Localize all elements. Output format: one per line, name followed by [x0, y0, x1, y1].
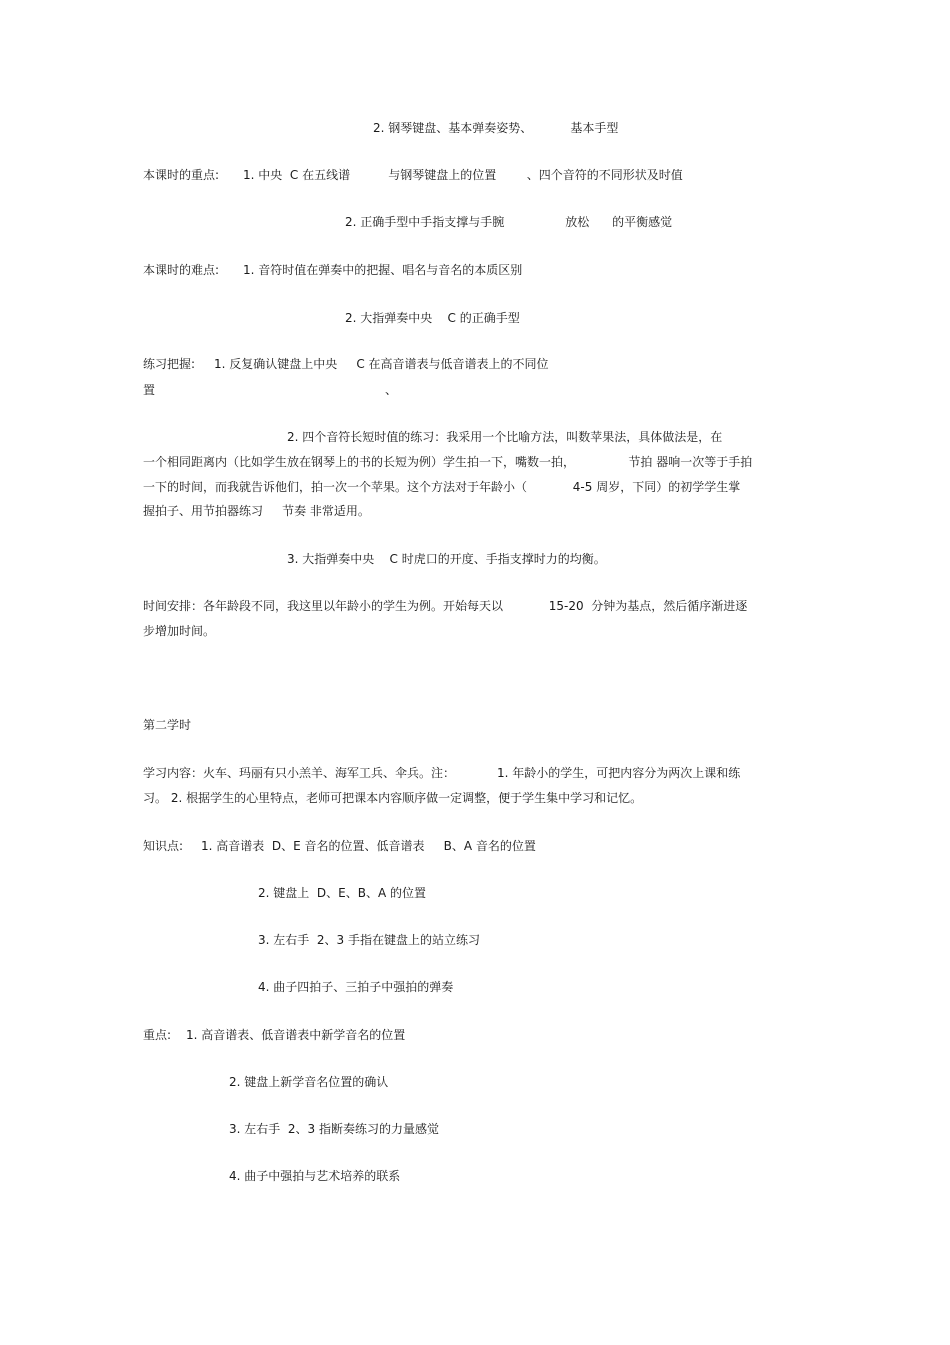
focus-item-4: 4. 曲子中强拍与艺术培养的联系	[229, 1169, 401, 1183]
practice-item-1-continued: 置	[143, 383, 156, 397]
practice-item-2-line-4: 握拍子、用节拍器练习 节奏 非常适用。	[143, 504, 370, 518]
study-content-line-2: 习。 2. 根据学生的心里特点，老师可把课本内容顺序做一定调整，便于学生集中学习和记忆。	[143, 791, 643, 805]
knowledge-item-3: 3. 左右手 2、3 手指在键盘上的站立练习	[258, 933, 480, 947]
focus-item-2: 2. 键盘上新学音名位置的确认	[229, 1075, 389, 1089]
study-content-line-1: 学习内容：火车、玛丽有只小羔羊、海军工兵、伞兵。注： 1. 年龄小的学生，可把内容分为两次上课和练	[143, 766, 741, 780]
focus-item-1: 1. 高音谱表、低音谱表中新学音名的位置	[186, 1028, 406, 1042]
practice-item-2-line-3: 一下的时间，而我就告诉他们，拍一次一个苹果。这个方法对于年龄小（ 4-5 周岁，下同）的初学学生掌	[143, 480, 741, 494]
time-arrangement-line-1: 时间安排：各年龄段不同，我这里以年龄小的学生为例。开始每天以 15-20 分钟为基点，然后循序渐进逐	[143, 599, 748, 613]
key-point-item-2: 2. 正确手型中手指支撑与手腕 放松 的平衡感觉	[345, 215, 673, 229]
knowledge-item-1: 1. 高音谱表 D、E 音名的位置、低音谱表 B、A 音名的位置	[201, 839, 536, 853]
knowledge-label: 知识点:	[143, 839, 184, 853]
difficulties-label: 本课时的难点:	[143, 263, 220, 277]
key-point-item-1: 1. 中央 C 在五线谱 与钢琴键盘上的位置 、四个音符的不同形状及时值	[243, 168, 683, 182]
difficulty-item-1: 1. 音符时值在弹奏中的把握、唱名与音名的本质区别	[243, 263, 523, 277]
practice-label: 练习把握:	[143, 357, 196, 371]
practice-item-2-line-2: 一个相同距离内（比如学生放在钢琴上的书的长短为例）学生拍一下，嘴数一拍， 节拍 器响一次等于手拍	[143, 455, 753, 469]
practice-item-2-line-1: 2. 四个音符长短时值的练习：我采用一个比喻方法，叫数苹果法，具体做法是，在	[287, 430, 723, 444]
focus-label: 重点:	[143, 1028, 172, 1042]
lesson-2-heading: 第二学时	[143, 718, 192, 732]
time-arrangement-line-2: 步增加时间。	[143, 624, 216, 638]
focus-item-3: 3. 左右手 2、3 指断奏练习的力量感觉	[229, 1122, 439, 1136]
difficulty-item-2: 2. 大指弹奏中央 C 的正确手型	[345, 311, 520, 325]
practice-item-3: 3. 大指弹奏中央 C 时虎口的开度、手指支撑时力的均衡。	[287, 552, 606, 566]
content-item-2: 2. 钢琴键盘、基本弹奏姿势、 基本手型	[373, 121, 619, 135]
knowledge-item-2: 2. 键盘上 D、E、B、A 的位置	[258, 886, 426, 900]
practice-item-1-mark: 、	[385, 383, 398, 397]
key-points-label: 本课时的重点:	[143, 168, 220, 182]
practice-item-1: 1. 反复确认键盘上中央 C 在高音谱表与低音谱表上的不同位	[214, 357, 549, 371]
knowledge-item-4: 4. 曲子四拍子、三拍子中强拍的弹奏	[258, 980, 454, 994]
